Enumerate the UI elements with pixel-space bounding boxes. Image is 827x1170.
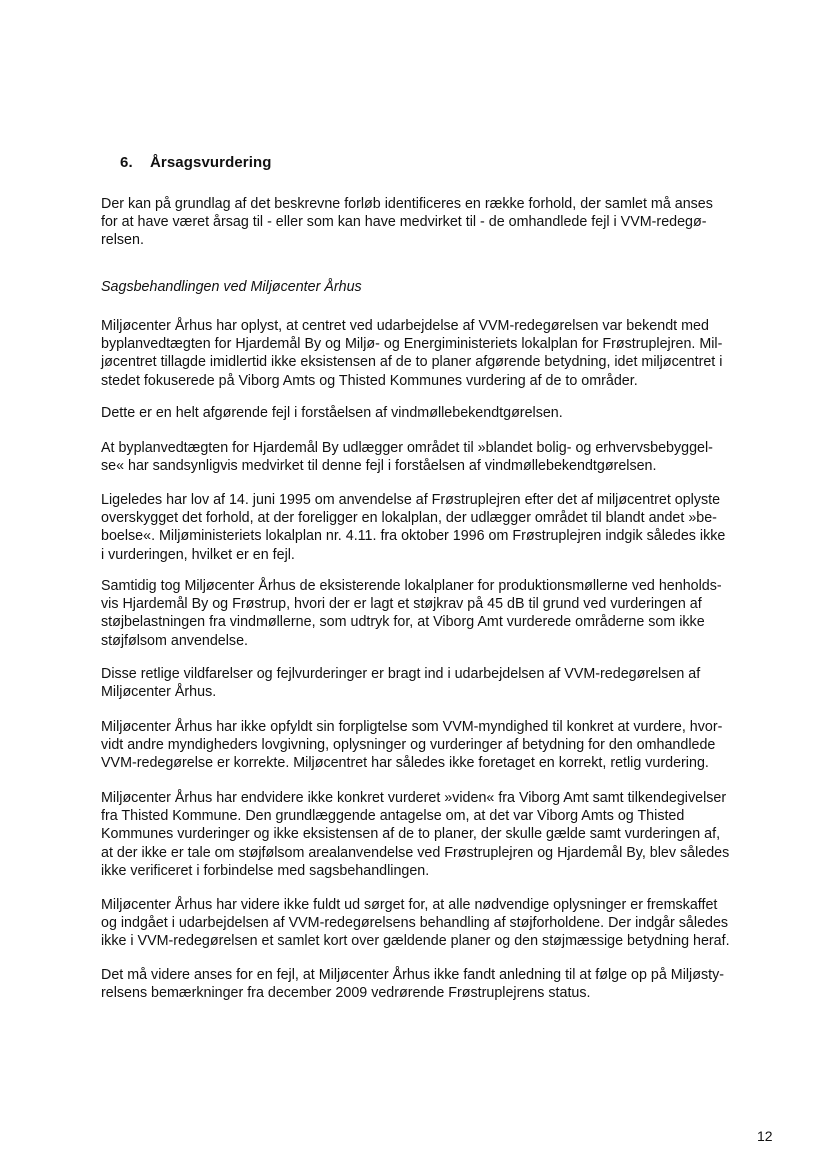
section-title: Årsagsvurdering xyxy=(150,154,272,171)
intro-line: for at have været årsag til - eller som kan have medvirket til - de omhandlede fejl i VVM-redegø- xyxy=(101,214,707,231)
section-number: 6. xyxy=(120,154,133,171)
intro-line: Der kan på grundlag af det beskrevne forløb identificeres en række forhold, der samlet må anses xyxy=(101,196,713,212)
paragraph-line: støjbelastningen fra vindmøllerne, som udtryk for, at Viborg Amt vurderede områderne som ikke xyxy=(101,614,705,631)
paragraph-line: se« har sandsynligvis medvirket til denne fejl i forståelsen af vindmøllebekendtgørelsen. xyxy=(101,458,657,475)
paragraph-4 xyxy=(101,491,771,564)
paragraph-line: At byplanvedtægten for Hjardemål By udlægger området til »blandet bolig- og erhvervsbebyggel- xyxy=(101,440,713,456)
subheading: Sagsbehandlingen ved Miljøcenter Århus xyxy=(101,279,362,295)
paragraph-line: Dette er en helt afgørende fejl i forståelsen af vindmøllebekendtgørelsen. xyxy=(101,405,563,421)
paragraph-1 xyxy=(101,317,771,390)
paragraph-line: vis Hjardemål By og Frøstrup, hvori der er lagt et støjkrav på 45 dB til grund ved vurderingen af xyxy=(101,596,702,613)
intro-line: relsen. xyxy=(101,232,144,249)
paragraph-7 xyxy=(101,718,771,773)
paragraph-line: vidt andre myndigheders lovgivning, oplysninger og vurderinger af betydning for den omhandlede xyxy=(101,737,716,754)
paragraph-line: i vurderingen, hvilket er en fejl. xyxy=(101,546,295,563)
paragraph-line: Miljøcenter Århus har endvidere ikke konkret vurderet »viden« fra Viborg Amt samt tilkendegivelser xyxy=(101,790,727,806)
paragraph-6 xyxy=(101,665,771,701)
section-heading xyxy=(120,154,272,171)
paragraph-line: stedet fokuserede på Viborg Amts og Thisted Kommunes vurdering af de to områder. xyxy=(101,372,638,389)
paragraph-line: Miljøcenter Århus har ikke opfyldt sin forpligtelse som VVM-myndighed til konkret at vurdere, hvor- xyxy=(101,719,723,735)
paragraph-line: relsens bemærkninger fra december 2009 vedrørende Frøstruplejrens status. xyxy=(101,985,591,1002)
paragraph-line: Det må videre anses for en fejl, at Miljøcenter Århus ikke fandt anledning til at følge op på Miljøsty- xyxy=(101,967,724,983)
paragraph-line: boelse«. Miljøministeriets lokalplan nr. 4.11. fra oktober 1996 om Frøstruplejren indgik således ikke xyxy=(101,528,726,545)
paragraph-3 xyxy=(101,439,771,475)
paragraph-line: og indgået i udarbejdelsen af VVM-redegørelsens behandling af støjforholdene. Der indgår således xyxy=(101,915,729,932)
paragraph-9 xyxy=(101,896,771,951)
paragraph-line: VVM-redegørelse er korrekte. Miljøcentret har således ikke foretaget en korrekt, retlig vurdering. xyxy=(101,755,709,772)
paragraph-line: Disse retlige vildfarelser og fejlvurderinger er bragt ind i udarbejdelsen af VVM-redegørelsen af xyxy=(101,666,701,682)
paragraph-line: Ligeledes har lov af 14. juni 1995 om anvendelse af Frøstruplejren efter det af miljøcentret oplyste xyxy=(101,492,721,508)
paragraph-line: byplanvedtægten for Hjardemål By og Miljø- og Energiministeriets lokalplan for Frøstruplejren. Mil- xyxy=(101,336,723,353)
paragraph-8 xyxy=(101,789,771,880)
intro-paragraph xyxy=(101,195,771,250)
paragraph-line: Miljøcenter Århus har oplyst, at centret ved udarbejdelse af VVM-redegørelsen var bekendt med xyxy=(101,318,709,334)
paragraph-line: Miljøcenter Århus har videre ikke fuldt ud sørget for, at alle nødvendige oplysninger er fremskaffet xyxy=(101,897,718,913)
paragraph-line: at der ikke er tale om støjfølsom arealanvendelse ved Frøstruplejren og Hjardemål By, blev således xyxy=(101,844,730,861)
paragraph-line: jøcentret tillagde imidlertid ikke eksistensen af de to planer afgørende betydning, idet miljøcentret i xyxy=(101,354,723,371)
paragraph-10 xyxy=(101,966,771,1002)
page-number: 12 xyxy=(757,1128,773,1144)
paragraph-line: ikke i VVM-redegørelsen et samlet kort over gældende planer og den støjmæssige betydning heraf. xyxy=(101,933,730,950)
paragraph-5 xyxy=(101,577,771,650)
paragraph-2 xyxy=(101,404,771,422)
paragraph-line: støjfølsom anvendelse. xyxy=(101,632,248,649)
paragraph-line: Kommunes vurderinger og ikke eksistensen af de to planer, der skulle gælde samt vurderingen af, xyxy=(101,826,721,843)
paragraph-line: fra Thisted Kommune. Den grundlæggende antagelse om, at det var Viborg Amts og Thisted xyxy=(101,808,685,825)
paragraph-line: overskygget det forhold, at der foreligger en lokalplan, der udlægger området til blandt andet »be- xyxy=(101,510,717,527)
paragraph-line: Miljøcenter Århus. xyxy=(101,684,217,701)
paragraph-line: Samtidig tog Miljøcenter Århus de eksisterende lokalplaner for produktionsmøllerne ved henholds- xyxy=(101,578,722,594)
paragraph-line: ikke verificeret i forbindelse med sagsbehandlingen. xyxy=(101,862,430,879)
